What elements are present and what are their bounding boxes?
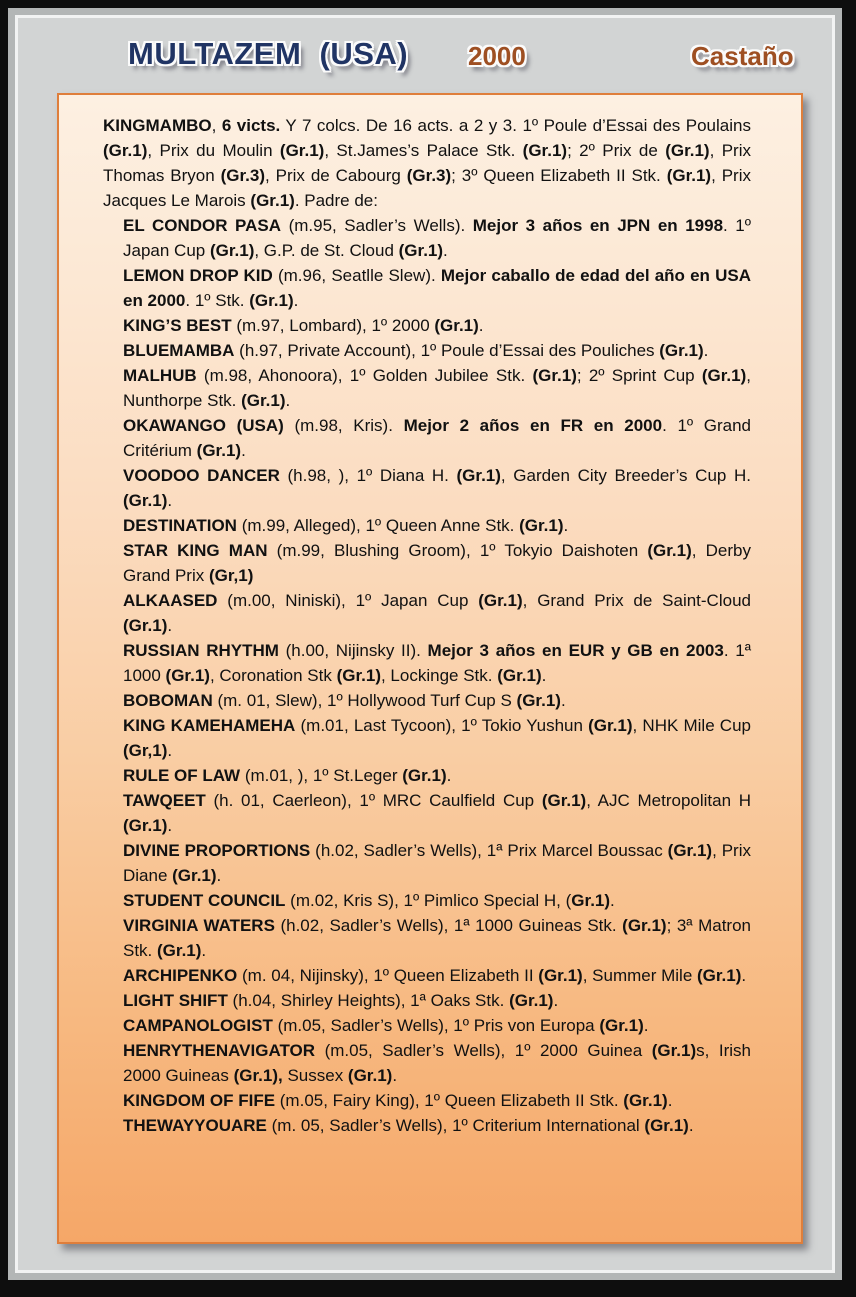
offspring-entry: BOBOMAN (m. 01, Slew), 1º Hollywood Turf Cup S (Gr.1). (123, 691, 566, 710)
birth-year: 2000 (468, 41, 526, 71)
offspring-entry: RUSSIAN RHYTHM (h.00, Nijinsky II). Mejor 3 años en EUR y GB en 2003. 1ª 1000 (Gr.1), Coronation Stk (Gr.1), Lockinge Stk. (Gr.1). (123, 641, 751, 685)
offspring-entry: VIRGINIA WATERS (h.02, Sadler’s Wells), 1ª 1000 Guineas Stk. (Gr.1); 3ª Matron Stk. (Gr.1). (123, 916, 751, 960)
offspring-entry: EL CONDOR PASA (m.95, Sadler’s Wells). Mejor 3 años en JPN en 1998. 1º Japan Cup (Gr.1), G.P. de St. Cloud (Gr.1). (123, 216, 751, 260)
offspring-entry: ARCHIPENKO (m. 04, Nijinsky), 1º Queen Elizabeth II (Gr.1), Summer Mile (Gr.1). (123, 966, 747, 985)
sire-record-paragraph: KINGMAMBO, 6 victs. Y 7 colcs. De 16 acts. a 2 y 3. 1º Poule d’Essai des Poulains (Gr.1), Prix du Moulin (Gr.1), St.James’s Palace Stk. (Gr.1); 2º Prix de (Gr.1), Prix Thomas Bryon (Gr.3), Prix de Cabourg (Gr.3); 3º Queen Elizabeth II Stk. (Gr.1), Prix Jacques Le Marois (Gr.1). Padre de: (103, 116, 751, 210)
offspring-entry: HENRYTHENAVIGATOR (m.05, Sadler’s Wells), 1º 2000 Guinea (Gr.1)s, Irish 2000 Guineas (Gr.1), Sussex (Gr.1). (123, 1041, 751, 1085)
offspring-list (103, 213, 751, 1138)
offspring-entry: DIVINE PROPORTIONS (h.02, Sadler’s Wells), 1ª Prix Marcel Boussac (Gr.1), Prix Diane (Gr.1). (123, 841, 751, 885)
offspring-entry: STAR KING MAN (m.99, Blushing Groom), 1º Tokyio Daishoten (Gr.1), Derby Grand Prix (Gr,1) (123, 541, 751, 585)
offspring-entry: KING’S BEST (m.97, Lombard), 1º 2000 (Gr.1). (123, 316, 484, 335)
offspring-entry: OKAWANGO (USA) (m.98, Kris). Mejor 2 años en FR en 2000. 1º Grand Critérium (Gr.1). (123, 416, 751, 460)
offspring-entry: BLUEMAMBA (h.97, Private Account), 1º Poule d’Essai des Pouliches (Gr.1). (123, 341, 709, 360)
offspring-entry: VOODOO DANCER (h.98, ), 1º Diana H. (Gr.1), Garden City Breeder’s Cup H. (Gr.1). (123, 466, 751, 510)
coat-color-label: Castaño (691, 41, 794, 71)
offspring-entry: LIGHT SHIFT (h.04, Shirley Heights), 1ª Oaks Stk. (Gr.1). (123, 991, 559, 1010)
offspring-entry: KING KAMEHAMEHA (m.01, Last Tycoon), 1º Tokio Yushun (Gr.1), NHK Mile Cup (Gr,1). (123, 716, 751, 760)
offspring-entry: STUDENT COUNCIL (m.02, Kris S), 1º Pimlico Special H, (Gr.1). (123, 891, 615, 910)
offspring-entry: DESTINATION (m.99, Alleged), 1º Queen Anne Stk. (Gr.1). (123, 516, 569, 535)
offspring-entry: MALHUB (m.98, Ahonoora), 1º Golden Jubilee Stk. (Gr.1); 2º Sprint Cup (Gr.1), Nunthorpe Stk. (Gr.1). (123, 366, 752, 410)
offspring-entry: RULE OF LAW (m.01, ), 1º St.Leger (Gr.1). (123, 766, 452, 785)
page-mat (8, 8, 842, 1280)
offspring-entry: LEMON DROP KID (m.96, Seatlle Slew). Mejor caballo de edad del año en USA en 2000. 1º Stk. (Gr.1). (123, 266, 752, 310)
offspring-entry: TAWQEET (h. 01, Caerleon), 1º MRC Caulfield Cup (Gr.1), AJC Metropolitan H (Gr.1). (123, 791, 751, 835)
offspring-entry: THEWAYYOUARE (m. 05, Sadler’s Wells), 1º Criterium International (Gr.1). (123, 1116, 694, 1135)
offspring-entry: KINGDOM OF FIFE (m.05, Fairy King), 1º Queen Elizabeth II Stk. (Gr.1). (123, 1091, 673, 1110)
offspring-entry: CAMPANOLOGIST (m.05, Sadler’s Wells), 1º Pris von Europa (Gr.1). (123, 1016, 649, 1035)
offspring-entry: ALKAASED (m.00, Niniski), 1º Japan Cup (Gr.1), Grand Prix de Saint-Cloud (Gr.1). (123, 591, 751, 635)
pedigree-box (57, 93, 803, 1244)
horse-name-title: MULTAZEM (USA) (128, 36, 409, 71)
